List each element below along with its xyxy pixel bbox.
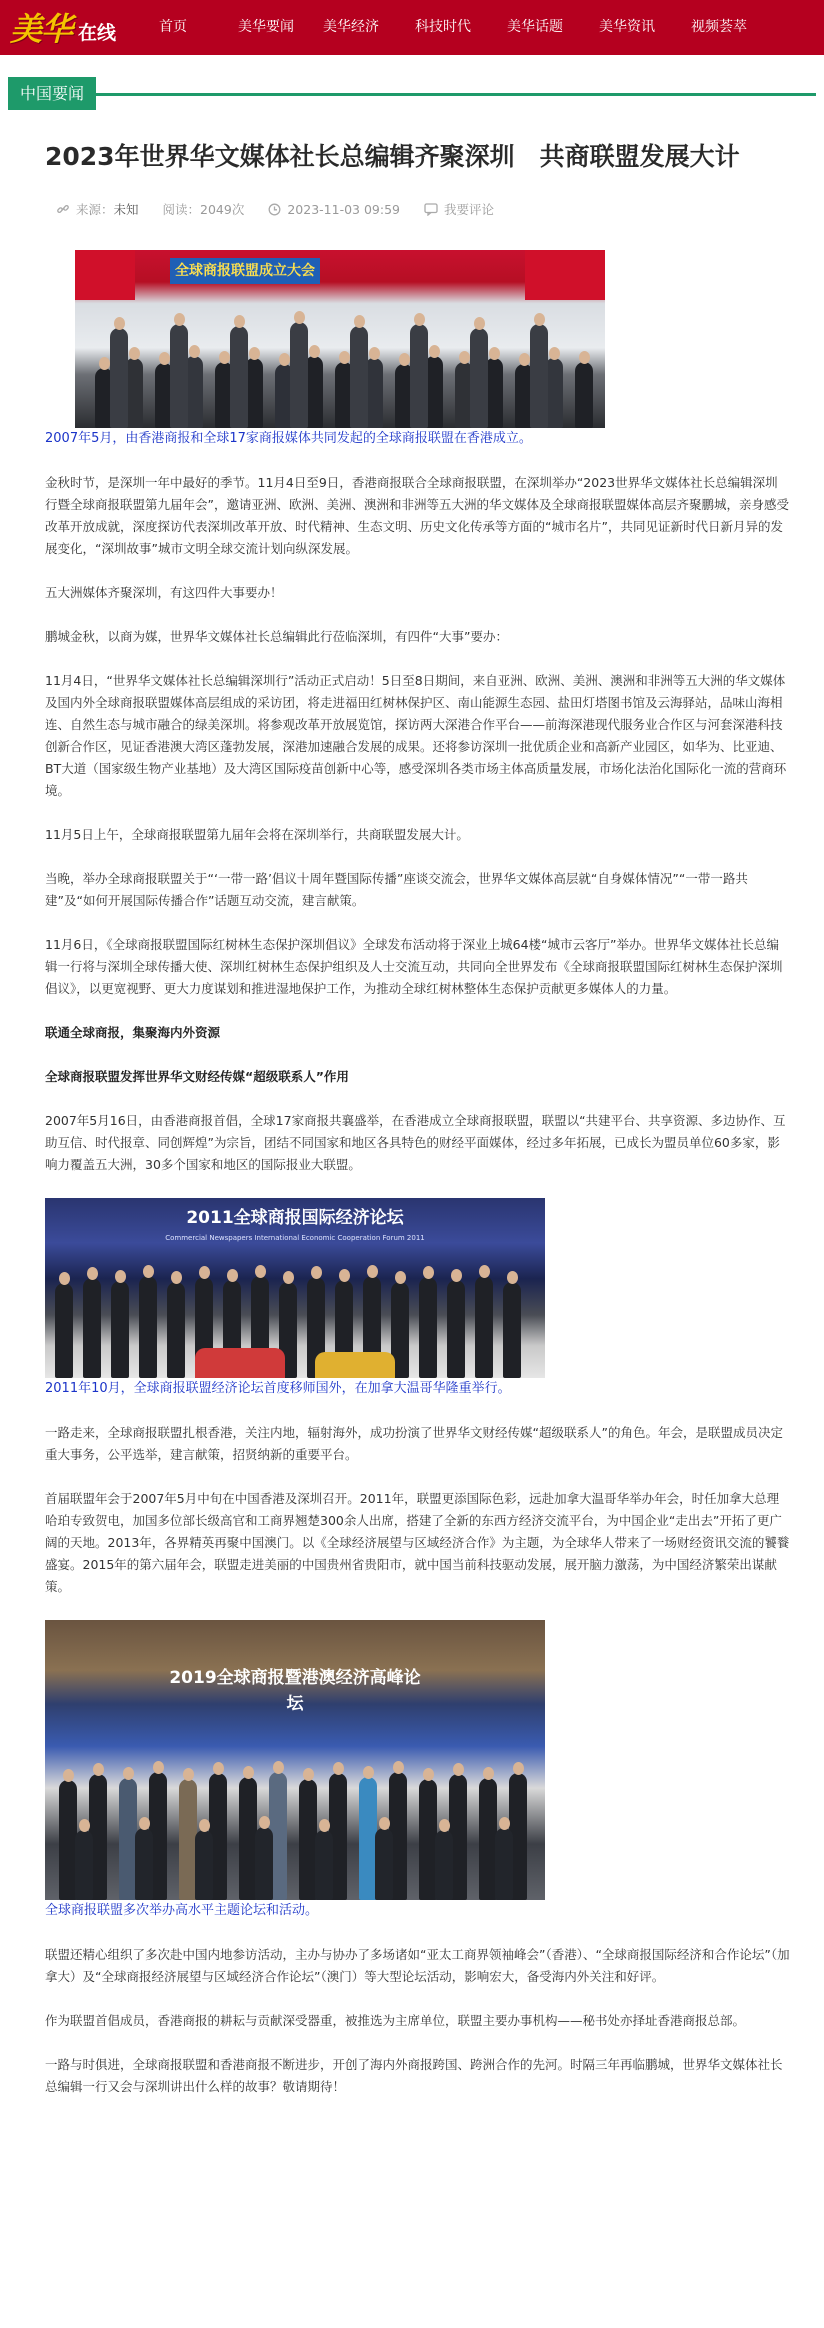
paragraph-1: 金秋时节，是深圳一年中最好的季节。11月4日至9日，香港商报联合全球商报联盟，在深圳举办“2023世界华文媒体社长总编辑深圳行暨全球商报联盟第九届年会”，邀请亚洲、欧洲、美洲、澳洲和非洲等五大洲的华文媒体及全球商报联盟媒体高层齐聚鹏城，亲身感受改革开放成就，深度探访代表深圳改革开放、时代精神、生态文明、历史文化传承等方面的“城市名片”，共同见证新时代日新月异的发展变化，“深圳故事”城市文明全球交流计划向纵深发展。 [45,475,789,556]
section-divider [8,93,816,96]
meta-views [163,200,245,218]
comment-link[interactable]: 我要评论 [443,202,494,217]
comment-icon [424,203,438,216]
meta-comment[interactable] [424,200,494,218]
paragraph-3: 鹏城金秋，以商为媒，世界华文媒体社长总编辑此行莅临深圳，有四件“大事”要办： [45,629,508,644]
paragraph-4: 11月4日，“世界华文媒体社长总编辑深圳行”活动正式启动！5日至8日期间，来自亚洲、欧洲、美洲、澳洲和非洲等五大洲的华文媒体及国内外全球商报联盟媒体高层组成的采访团，将走进福田红树林保护区、南山能源生态园、盐田灯塔图书馆及云海驿站，品味山海相连、自然生态与城市融合的绿美深圳。将参观改革开放展览馆，探访两大深港合作平台——前海深港现代服务业合作区与河套深港科技创新合作区，见证香港澳大湾区蓬勃发展，深港加速融合发展的成果。还将参访深圳一批优质企业和高新产业园区，如华为、比亚迪、BT大道（国家级生物产业基地）及大湾区国际疫苗创新中心等，感受深圳各类市场主体高质量发展，市场化法治化国际化一流的营商环境。 [45,673,787,798]
article-title: 2023年世界华文媒体社长总编辑齐聚深圳 共商联盟发展大计 [45,142,740,171]
meta-source-value: 未知 [113,202,139,217]
paragraph-13: 一路与时俱进，全球商报联盟和香港商报不断进步，开创了海内外商报跨国、跨洲合作的先河。时隔三年再临鹏城，世界华文媒体社长总编辑一行又会与深圳讲出什么样的故事？敬请期待！ [45,2057,783,2094]
site-logo[interactable] [10,8,116,48]
paragraph-8: 2007年5月16日，由香港商报首倡，全球17家商报共襄盛举，在香港成立全球商报联盟，联盟以“共建平台、共享资源、多边协作、互助互信、时代报章、同创辉煌”为宗旨，团结不同国家和地区各具特色的财经平面媒体，经过多年拓展，已成长为盟员单位60多家，影响力覆盖五大洲，30多个国家和地区的国际报业大联盟。 [45,1113,786,1172]
paragraph-7: 11月6日，《全球商报联盟国际红树林生态保护深圳倡议》全球发布活动将于深业上城64楼“城市云客厅”举办。世界华文媒体社长总编辑一行将与深圳全球传播大使、深圳红树林生态保护组织及人士交流互动，共同向全世界发布《全球商报联盟国际红树林生态保护深圳倡议》，以更宽视野、更大力度谋划和推进湿地保护工作，为推动全球红树林整体生态保护贡献更多媒体人的力量。 [45,937,783,996]
paragraph-5: 11月5日上午，全球商报联盟第九届年会将在深圳举行，共商联盟发展大计。 [45,827,469,842]
article-body [45,250,790,2098]
meta-source-label: 来源： [76,202,114,217]
nav-item-meihua-info[interactable]: 美华资讯 [599,19,655,35]
main-nav [150,0,754,55]
photo2-banner: 2011全球商报国际经济论坛 [186,1208,404,1228]
paragraph-6: 当晚，举办全球商报联盟关于“‘一带一路’倡议十周年暨国际传播”座谈交流会，世界华文媒体高层就“自身媒体情况”“一带一路共建”及“如何开展国际传播合作”话题互动交流，建言献策。 [45,871,748,908]
nav-item-home[interactable]: 首页 [159,19,187,35]
article-meta [56,199,518,219]
photo-vancouver-forum [45,1198,545,1378]
photo-forum-2019 [45,1620,545,1900]
photo1-caption: 2007年5月，由香港商报和全球17家商报媒体共同发起的全球商报联盟在香港成立。 [45,431,532,446]
top-nav-bar [0,0,824,55]
photo2-banner-en: Commercial Newspapers International Economic Cooperation Forum 2011 [165,1234,425,1242]
photo3-caption: 全球商报联盟多次举办高水平主题论坛和活动。 [45,1903,319,1918]
nav-item-meihua-economy[interactable]: 美华经济 [323,19,379,35]
paragraph-9: 一路走来，全球商报联盟扎根香港，关注内地，辐射海外，成功扮演了世界华文财经传媒“超级联系人”的角色。年会，是联盟成员决定重大事务，公平选举，建言献策，招贤纳新的重要平台。 [45,1425,783,1462]
meta-views-text: 阅读：2049次 [162,202,245,217]
photo3-banner: 2019全球商报暨港澳经济高峰论坛 [169,1668,421,1714]
meta-datetime-text: 2023-11-03 09:59 [287,201,400,217]
section-tag-china-news[interactable]: 中国要闻 [8,77,96,110]
nav-item-tech-era[interactable]: 科技时代 [415,19,471,35]
nav-item-videos[interactable]: 视频荟萃 [691,19,747,35]
paragraph-10: 首届联盟年会于2007年5月中旬在中国香港及深圳召开。2011年，联盟更添国际色彩，远赴加拿大温哥华举办年会，时任加拿大总理哈珀专致贺电，加国多位部长级高官和工商界翘楚300余人出席，搭建了全新的东西方经济交流平台，为中国企业“走出去”开拓了更广阔的天地。2013年，各界精英再聚中国澳门。以《全球经济展望与区域经济合作》为主题，为全球华人带来了一场财经资讯交流的饕餮盛宴。2015年的第六届年会，联盟走进美丽的中国贵州省贵阳市，就中国当前科技驱动发展，展开脑力激荡，为中国经济繁荣出谋献策。 [45,1491,790,1594]
photo-alliance-founding [75,250,605,428]
photo1-banner: 全球商报联盟成立大会 [170,258,320,284]
meta-source [56,200,139,218]
subheading-1: 联通全球商报，集聚海内外资源 [45,1025,221,1040]
paragraph-2: 五大洲媒体齐聚深圳，有这四件大事要办！ [45,585,283,600]
paragraph-12: 作为联盟首倡成员，香港商报的耕耘与贡献深受器重，被推选为主席单位，联盟主要办事机构——秘书处亦择址香港商报总部。 [45,2013,746,2028]
link-icon [56,202,70,216]
nav-item-meihua-topics[interactable]: 美华话题 [507,19,563,35]
meta-datetime [268,202,400,217]
logo-sub-text: 在线 [78,22,117,44]
logo-main-text: 美华 [10,10,73,48]
clock-icon [268,203,281,216]
paragraph-11: 联盟还精心组织了多次赴中国内地参访活动，主办与协办了多场诸如“亚太工商界领袖峰会”（香港）、“全球商报国际经济和合作论坛”（加拿大）及“全球商报经济展望与区域经济合作论坛”（澳门）等大型论坛活动，影响宏大，备受海内外关注和好评。 [45,1947,790,1984]
nav-item-meihua-news[interactable]: 美华要闻 [238,19,294,35]
photo2-caption: 2011年10月，全球商报联盟经济论坛首度移师国外，在加拿大温哥华隆重举行。 [45,1381,511,1396]
subheading-2: 全球商报联盟发挥世界华文财经传媒“超级联系人”作用 [45,1069,349,1084]
